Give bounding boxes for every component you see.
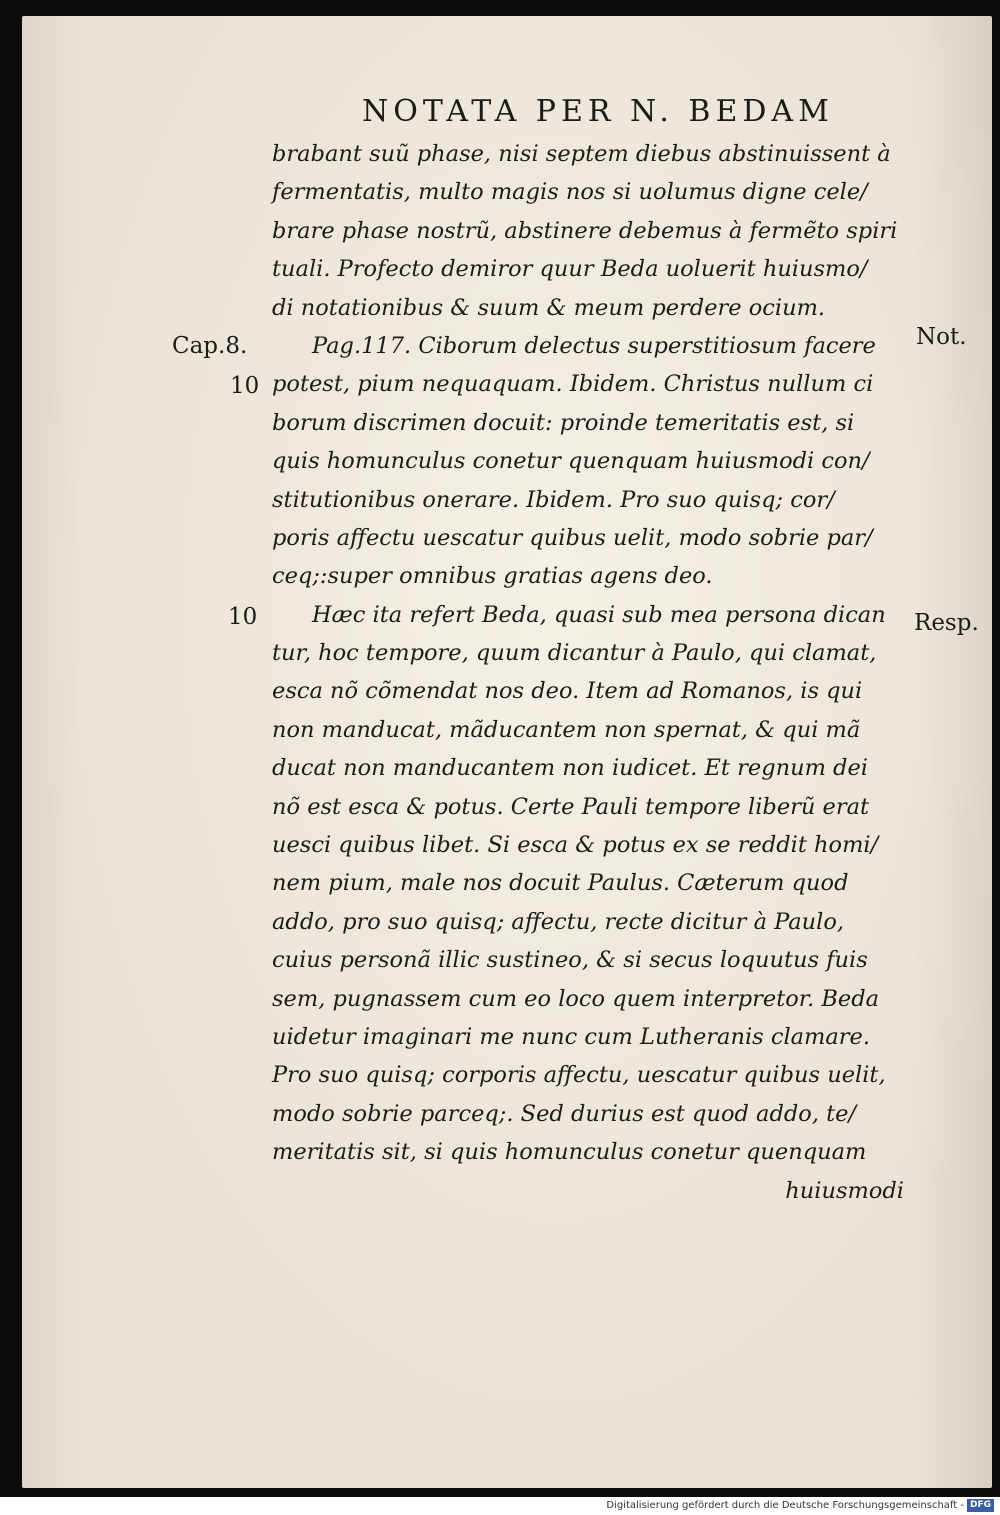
margin-chapter-note: Cap.8. (172, 333, 248, 359)
text-line: tuali. Profecto demiror quur Beda uoluerit huiusmo/ (272, 256, 868, 283)
text-line: uesci quibus libet. Si esca & potus ex se reddit homi/ (272, 832, 879, 859)
text-line: Pag.117. Ciborum delectus superstitiosum facere (312, 332, 876, 359)
text-line: uidetur imaginari me nunc cum Lutheranis clamare. (272, 1023, 871, 1050)
text-line: borum discrimen docuit: proinde temeritatis est, si (272, 409, 855, 436)
text-line: potest, pium nequaquam. Ibidem. Christus nullum ci (272, 371, 874, 398)
footer-credit: Digitalisierung gefördert durch die Deutsche Forschungsgemeinschaft - (606, 1500, 964, 1511)
body-text (272, 135, 912, 1210)
text-line: sem, pugnassem cum eo loco quem interpretor. Beda (272, 985, 880, 1012)
margin-line-number: 10 (228, 604, 258, 630)
text-line: brabant suũ phase, nisi septem diebus abstinuissent à (272, 141, 891, 167)
text-line: nõ est esca & potus. Certe Pauli tempore liberũ erat (272, 793, 870, 820)
running-head: NOTATA PER N. BEDAM (362, 94, 834, 129)
text-line: nem pium, male nos docuit Paulus. Cæterum quod (272, 870, 849, 897)
text-line: fermentatis, multo magis nos si uolumus digne cele/ (272, 179, 868, 206)
text-line: modo sobrie parceq;. Sed durius est quod addo, te/ (272, 1100, 857, 1127)
text-line: cuius personã illic sustineo, & si secus loquutus fuis (272, 947, 868, 974)
text-line: addo, pro suo quisq; affectu, recte dicitur à Paulo, (272, 908, 845, 935)
text-line: stitutionibus onerare. Ibidem. Pro suo quisq; cor/ (272, 486, 835, 513)
text-line: ducat non manducantem non iudicet. Et regnum dei (272, 755, 868, 782)
margin-note-resp: Resp. (914, 610, 979, 636)
text-line: non manducat, mãducantem non spernat, & qui mã (272, 716, 861, 743)
text-line: tur, hoc tempore, quum dicantur à Paulo, qui clamat, (272, 640, 877, 667)
text-line: di notationibus & suum & meum perdere ocium. (272, 294, 826, 321)
margin-note-not: Not. (916, 324, 967, 350)
text-line: ceq;:super omnibus gratias agens deo. (272, 563, 713, 590)
dfg-logo-icon: DFG (967, 1499, 994, 1512)
text-line: quis homunculus conetur quenquam huiusmodi con/ (272, 448, 870, 475)
text-line: meritatis sit, si quis homunculus conetur quenquam (272, 1139, 867, 1166)
text-line: brare phase nostrũ, abstinere debemus à fermẽto spiri (272, 217, 898, 244)
text-line: Pro suo quisq; corporis affectu, uescatur quibus uelit, (272, 1062, 886, 1089)
text-line: Hæc ita refert Beda, quasi sub mea persona dican (312, 601, 886, 628)
text-line: esca nõ cõmendat nos deo. Item ad Romanos, is qui (272, 678, 863, 705)
catchword: huiusmodi (785, 1177, 904, 1204)
text-line: poris affectu uescatur quibus uelit, modo sobrie par/ (272, 524, 873, 551)
margin-line-number: 10 (230, 373, 260, 399)
